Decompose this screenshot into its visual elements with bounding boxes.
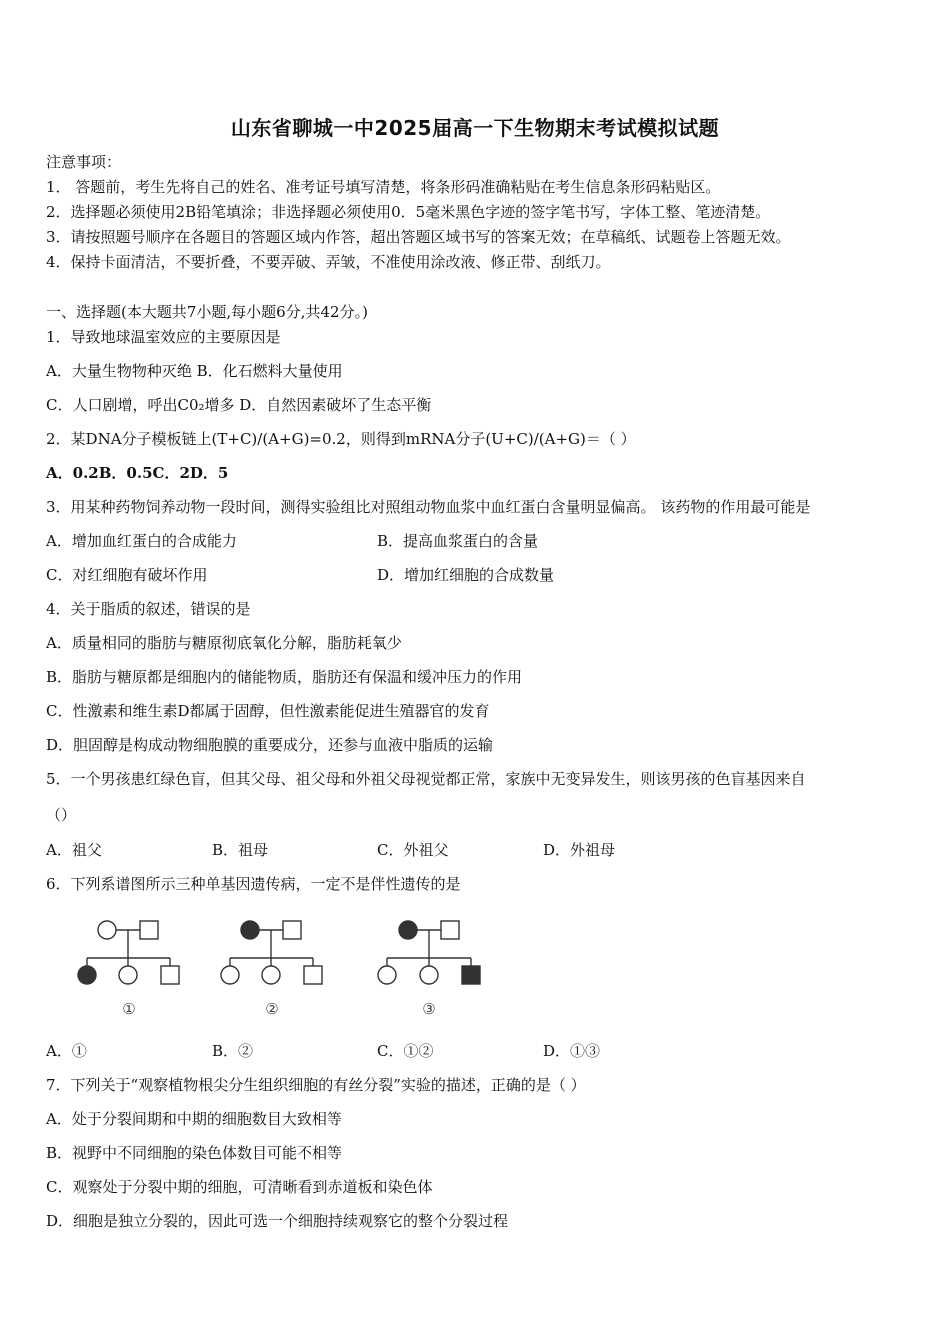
q5-stem-cont: （） [46, 806, 77, 824]
pedigree-2-label: ② [265, 1000, 279, 1018]
pedigree-3-father [441, 921, 459, 939]
pedigree-1 [78, 921, 179, 984]
q4-option-b: B．脂肪与糖原都是细胞内的储能物质，脂肪还有保温和缓冲压力的作用 [46, 668, 523, 686]
pedigree-figure [60, 910, 500, 1025]
pedigree-3-daughter-1 [378, 966, 396, 984]
notice-item-4: 4．保持卡面清洁，不要折叠，不要弄破、弄皱，不准使用涂改液、修正带、刮纸刀。 [46, 253, 611, 271]
q2-stem: 2．某DNA分子模板链上(T+C)/(A+G)=0.2，则得到mRNA分子(U+C)/(A+G)＝（ ） [46, 430, 636, 448]
pedigree-3-affected-son [462, 966, 480, 984]
pedigree-3-affected-mother [399, 921, 417, 939]
q4-stem: 4．关于脂质的叙述，错误的是 [46, 600, 251, 618]
q7-option-a: A．处于分裂间期和中期的细胞数目大致相等 [46, 1110, 342, 1128]
q4-option-d: D．胆固醇是构成动物细胞膜的重要成分，还参与血液中脂质的运输 [46, 736, 494, 754]
pedigree-2-father [283, 921, 301, 939]
q1-stem: 1．导致地球温室效应的主要原因是 [46, 328, 281, 346]
pedigree-2-daughter-1 [221, 966, 239, 984]
pedigree-1-son [161, 966, 179, 984]
q5-option-b: B．祖母 [212, 841, 269, 859]
section-heading: 一、选择题(本大题共7小题,每小题6分,共42分。) [46, 303, 368, 321]
q6-stem: 6．下列系谱图所示三种单基因遗传病，一定不是伴性遗传的是 [46, 875, 461, 893]
q6-option-d: D．①③ [543, 1042, 601, 1060]
q7-stem: 7．下列关于“观察植物根尖分生组织细胞的有丝分裂”实验的描述，正确的是（ ） [46, 1076, 586, 1094]
q4-option-a: A．质量相同的脂肪与糖原彻底氧化分解，脂肪耗氧少 [46, 634, 402, 652]
pedigree-1-label: ① [122, 1000, 136, 1018]
pedigree-2-affected-mother [241, 921, 259, 939]
q1-options-cd: C．人口剧增，呼出C0₂增多 D．自然因素破坏了生态平衡 [46, 396, 432, 414]
pedigree-2 [221, 921, 322, 984]
notice-heading: 注意事项： [46, 153, 122, 171]
q2-options: A．0.2B．0.5C．2D．5 [46, 464, 229, 482]
notice-item-3: 3．请按照题号顺序在各题目的答题区域内作答，超出答题区域书写的答案无效；在草稿纸、试题卷上答题无效。 [46, 228, 791, 246]
pedigree-3-label: ③ [422, 1000, 436, 1018]
q3-option-a: A．增加血红蛋白的合成能力 [46, 532, 237, 550]
pedigree-2-daughter-2 [262, 966, 280, 984]
pedigree-2-son [304, 966, 322, 984]
page-title: 山东省聊城一中2025届高一下生物期末考试模拟试题 [230, 116, 720, 140]
q6-option-c: C．①② [377, 1042, 434, 1060]
pedigree-1-daughter [119, 966, 137, 984]
q5-stem: 5．一个男孩患红绿色盲，但其父母、祖父母和外祖父母视觉都正常，家族中无变异发生，则该男孩的色盲基因来自 [46, 770, 806, 788]
pedigree-1-mother [98, 921, 116, 939]
notice-item-1: 1． 答题前，考生先将自己的姓名、准考证号填写清楚，将条形码准确粘贴在考生信息条形码粘贴区。 [46, 178, 721, 196]
q3-option-d: D．增加红细胞的合成数量 [377, 566, 555, 584]
q3-option-b: B．提高血浆蛋白的含量 [377, 532, 539, 550]
q3-stem: 3．用某种药物饲养动物一段时间，测得实验组比对照组动物血浆中血红蛋白含量明显偏高。 该药物的作用最可能是 [46, 498, 811, 516]
q7-option-c: C．观察处于分裂中期的细胞，可清晰看到赤道板和染色体 [46, 1178, 433, 1196]
q7-option-b: B．视野中不同细胞的染色体数目可能不相等 [46, 1144, 343, 1162]
q3-option-c: C．对红细胞有破坏作用 [46, 566, 208, 584]
q5-option-a: A．祖父 [46, 841, 102, 859]
q7-option-d: D．细胞是独立分裂的，因此可选一个细胞持续观察它的整个分裂过程 [46, 1212, 509, 1230]
q6-option-b: B．② [212, 1042, 254, 1060]
pedigree-3-daughter-2 [420, 966, 438, 984]
notice-item-2: 2．选择题必须使用2B铅笔填涂；非选择题必须使用0．5毫米黑色字迹的签字笔书写，字体工整、笔迹清楚。 [46, 203, 771, 221]
q5-option-c: C．外祖父 [377, 841, 449, 859]
pedigree-3 [378, 921, 480, 984]
q6-option-a: A．① [46, 1042, 87, 1060]
q4-option-c: C．性激素和维生素D都属于固醇，但性激素能促进生殖器官的发育 [46, 702, 490, 720]
pedigree-1-affected-daughter [78, 966, 96, 984]
q1-options-ab: A．大量生物物种灭绝 B．化石燃料大量使用 [46, 362, 343, 380]
q5-option-d: D．外祖母 [543, 841, 616, 859]
pedigree-1-father [140, 921, 158, 939]
